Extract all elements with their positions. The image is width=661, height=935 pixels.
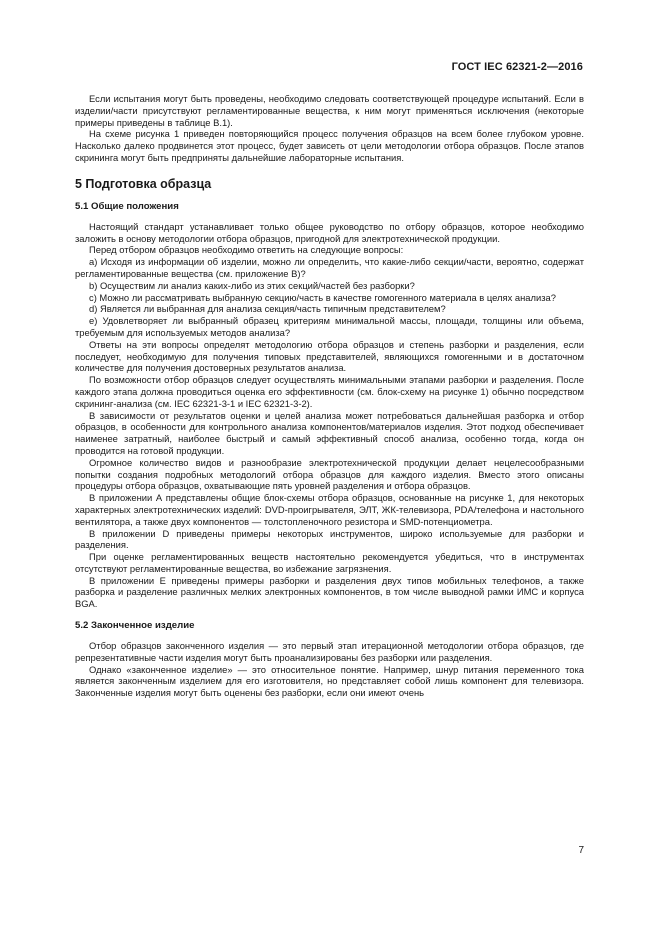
body-paragraph: Огромное количество видов и разнообразие электротехнической продукции делает нецелесообразными попытки создания подробных методологий отбора образцов для каждого изделия. Вместо этого описаны процедуры отбора образцов, охватывающие пять уровней разделения и отбора образцов. [75, 456, 584, 492]
body-paragraph: В приложении Е приведены примеры разборки и разделения двух типов мобильных телефонов, а также разборка и разделение различных мелких электронных компонентов, в том числе выводной рамки ИМС и корпуса BGA. [75, 574, 584, 610]
question-item: a) Исходя из информации об изделии, можно ли определить, что какие-либо секции/части, вероятно, содержат регламентированные вещества (см. приложение В)? [75, 256, 584, 279]
body-paragraph: Однако «законченное изделие» — это относительное понятие. Например, шнур питания переменного тока является законченным изделием для его изготовителя, но представляет собой лишь компонент для телевизора. Законченные изделия могут быть оценены без разборки, если они имеют очень [75, 663, 584, 699]
body-paragraph: Отбор образцов законченного изделия — это первый этап итерационной методологии отбора образцов, где репрезентативные части изделия могут быть проанализированы без разборки или разделения. [75, 640, 584, 663]
subsection-heading: 5.1 Общие положения [75, 200, 179, 212]
question-item: c) Можно ли рассматривать выбранную секцию/часть в качестве гомогенного материала в целях анализа? [89, 291, 556, 303]
body-paragraph: В приложении D приведены примеры некоторых инструментов, широко используемые для разборки и разделения. [75, 527, 584, 551]
body-paragraph: Настоящий стандарт устанавливает только общее руководство по отбору образцов, которое необходимо заложить в основу методологии отбора образцов, пригодной для электротехнической продукции. [75, 220, 584, 244]
body-paragraph: Перед отбором образцов необходимо ответить на следующие вопросы: [89, 244, 404, 256]
page-number: 7 [578, 845, 584, 856]
body-paragraph: При оценке регламентированных веществ настоятельно рекомендуется убедиться, что в инструментах отсутствуют регламентированные вещества, во избежание загрязнения. [75, 551, 584, 574]
question-item: d) Является ли выбранная для анализа секция/часть типичным представителем? [89, 303, 446, 315]
standard-header: ГОСТ IEC 62321-2—2016 [451, 61, 583, 73]
intro-paragraph: Если испытания могут быть проведены, необходимо следовать соответствующей процедуре испытаний. Если в изделии/части присутствуют регламентированные вещества, к ним могут применяться исключения (некоторые примеры приведены в таблице B.1). [75, 93, 584, 128]
question-item: b) Осуществим ли анализ каких-либо из этих секций/частей без разборки? [89, 279, 415, 291]
body-paragraph: Ответы на эти вопросы определят методологию отбора образцов и степень разборки и разделения, если последует, необходимую для получения типовых представителей, являющихся гомогенными и в достаточном количестве для получения достоверных результатов анализа. [75, 338, 584, 374]
body-paragraph: В приложении А представлены общие блок-схемы отбора образцов, основанные на рисунке 1, для некоторых характерных электротехнических изделий: DVD-проигрывателя, ЭЛТ, ЖК-телевизора, PDA/телефона и настольного вентилятора, а также двух компонентов — толстопленочного резистора и SMD-потенциометра. [75, 492, 584, 527]
intro-paragraph: На схеме рисунка 1 приведен повторяющийся процесс получения образцов на всем более глубоком уровне. Насколько далеко продвинется этот процесс, будет зависеть от цели методологии отбора образцов. После этапов скрининга могут быть предприняты дальнейшие лабораторные испытания. [75, 128, 584, 163]
page-content [75, 93, 584, 699]
section-heading: 5 Подготовка образца [75, 176, 212, 191]
subsection-heading: 5.2 Законченное изделие [75, 620, 195, 632]
question-item: e) Удовлетворяет ли выбранный образец критериям минимальной массы, площади, толщины или объема, требуемым для используемых методов анализа? [75, 315, 584, 338]
body-paragraph: По возможности отбор образцов следует осуществлять минимальными этапами разборки и разделения. После каждого этапа должна проводиться оценка его эффективности (см. блок-схему на рисунке 1) обычно посредством скрининг-анализа (см. IEC 62321-3-1 и IEC 62321-3-2). [75, 374, 584, 409]
body-paragraph: В зависимости от результатов оценки и целей анализа может потребоваться дальнейшая разборка и отбор образцов, в особенности для контрольного анализа компонентов/материалов изделия. Этот подход обеспечивает наименее затратный, наиболее быстрый и самый эффективный способ анализа, особенно тогда, когда он проводится на готовой продукции. [75, 409, 584, 456]
